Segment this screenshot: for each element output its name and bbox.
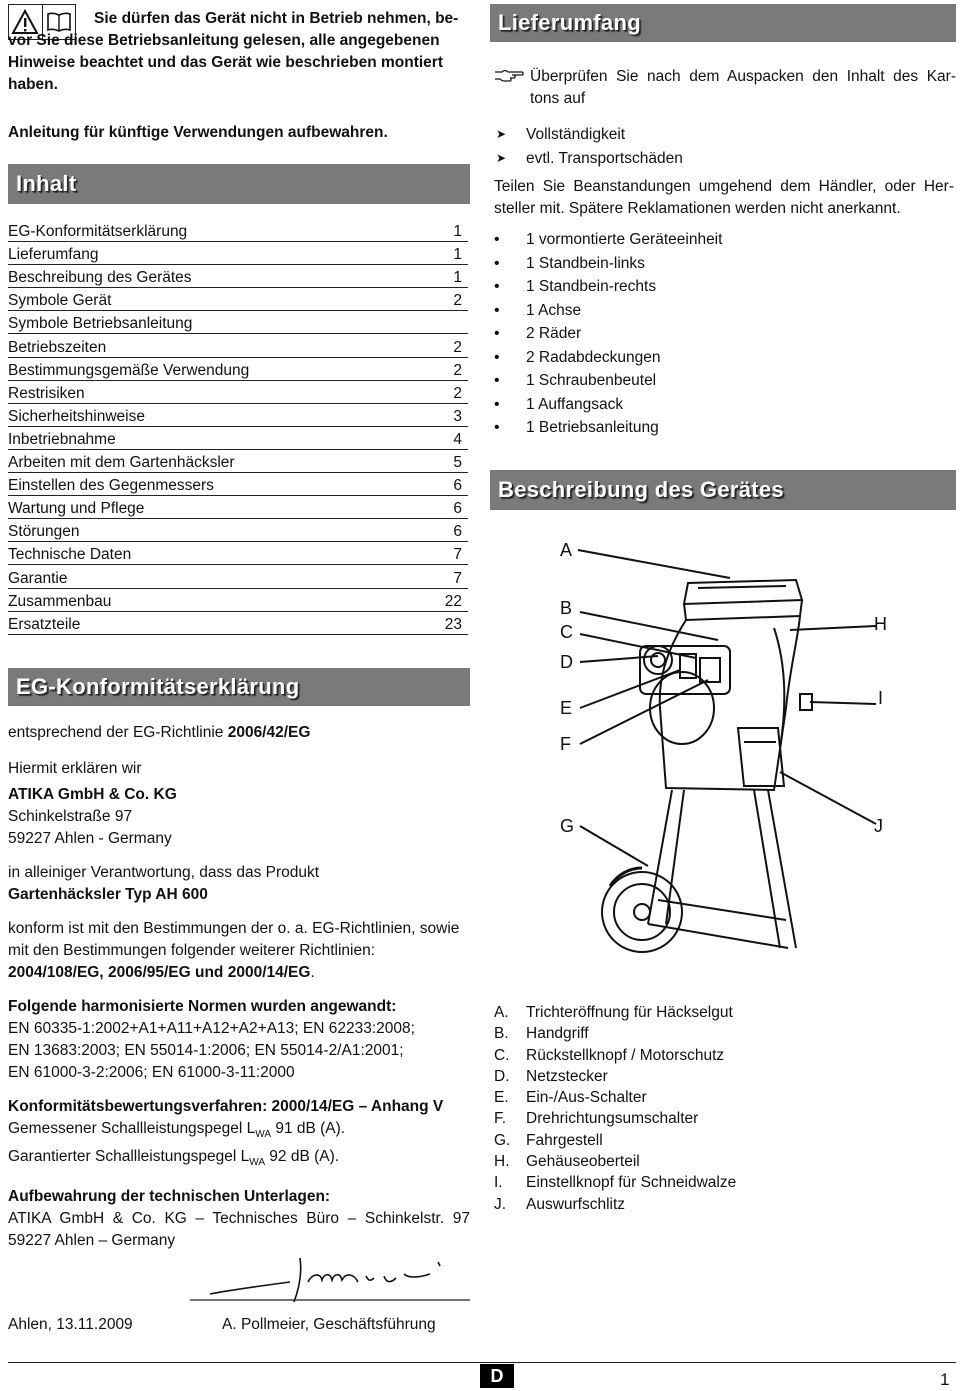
toc-row (8, 288, 468, 311)
list-item: • 1 Betriebsanleitung (494, 416, 934, 440)
toc-row (8, 519, 468, 542)
guaranteed-sub: WA (249, 1157, 265, 1169)
diagram-legend (494, 1002, 934, 1215)
company-street: Schinkelstraße 97 (8, 808, 133, 825)
list-item: • 1 Standbein-rechts (494, 275, 934, 299)
toc-row (8, 473, 468, 496)
legend-row (494, 1130, 934, 1151)
toc-label: Störungen (8, 523, 80, 541)
diagram-label-j: J (874, 816, 883, 836)
warning-text (8, 8, 470, 96)
toc-page: 6 (453, 523, 462, 541)
toc-page: 22 (444, 592, 462, 610)
conform-directives: 2004/108/EG, 2006/95/EG und 2000/14/EG (8, 964, 311, 981)
language-badge: D (480, 1364, 514, 1388)
toc-row (8, 311, 468, 334)
toc-page: 2 (453, 384, 462, 402)
toc-page: 2 (453, 361, 462, 379)
legend-row (494, 1108, 934, 1129)
legend-row (494, 1002, 934, 1023)
toc-row (8, 358, 468, 381)
product-name: Gartenhäcksler Typ AH 600 (8, 886, 208, 903)
toc-label: EG-Konformitätserklärung (8, 223, 188, 240)
list-item: • 1 Standbein-links (494, 252, 934, 276)
toc-row (8, 219, 468, 242)
toc-page: 2 (453, 338, 462, 356)
list-item: • 1 vormontierte Geräteeinheit (494, 228, 934, 252)
delivery-heading: Lieferumfang (490, 4, 956, 42)
legend-text: Fahrgestell (526, 1131, 603, 1149)
legend-row (494, 1023, 934, 1044)
toc-row (8, 242, 468, 265)
legend-key: C. (494, 1046, 510, 1064)
toc-page: 4 (453, 430, 462, 448)
legend-key: H. (494, 1153, 510, 1171)
warning-line-4: haben. (8, 76, 58, 93)
legend-text: Handgriff (526, 1025, 589, 1043)
conform-line-3 (8, 962, 478, 984)
toc-page: 5 (453, 454, 462, 471)
page-number: 1 (940, 1370, 950, 1389)
check-instruction (494, 66, 956, 110)
conformity-heading: EG-Konformitätserklärung (8, 668, 470, 706)
toc-row (8, 335, 468, 358)
legend-row (494, 1087, 934, 1108)
diagram-label-b: B (560, 598, 573, 618)
docs-line-2: 59227 Ahlen – Germany (8, 1232, 176, 1250)
conform-line-2: mit den Bestimmungen folgender weiterer Richtlinien: (8, 942, 376, 959)
delivery-check (494, 66, 956, 110)
toc-label: Beschreibung des Gerätes (8, 269, 192, 287)
toc-page: 7 (453, 546, 462, 564)
docs-line-1: ATIKA GmbH & Co. KG – Technisches Büro – Schinkelstr. 97 (8, 1210, 470, 1228)
toc-row (8, 450, 468, 473)
diagram-label-h: H (874, 614, 887, 634)
toc-page: 1 (453, 246, 462, 264)
measured-sub: WA (255, 1129, 272, 1141)
warning-line-3: Hinweise beachtet und das Gerät wie beschrieben montiert (8, 54, 443, 71)
check-list (494, 123, 934, 170)
diagram-label-c: C (560, 622, 573, 642)
place-date: Ahlen, 13.11.2009 (8, 1316, 133, 1333)
legend-row (494, 1172, 934, 1193)
toc-page: 6 (453, 500, 462, 518)
legend-row (494, 1066, 934, 1087)
diagram-label-f: F (560, 734, 571, 754)
toc-label: Technische Daten (8, 546, 132, 564)
signature (190, 1252, 470, 1312)
check-line-1: Überprüfen Sie nach dem Auspacken den Inhalt des Kar- (530, 68, 956, 85)
legend-text: Auswurfschlitz (526, 1195, 626, 1213)
machine-diagram (548, 528, 958, 968)
toc-label: Garantie (8, 569, 68, 587)
norms-line-2: EN 13683:2003; EN 55014-1:2006; EN 55014-2/A1:2001; (8, 1042, 404, 1059)
complaint-line-2: steller mit. Spätere Reklamationen werden nicht anerkannt. (494, 200, 901, 217)
legend-row (494, 1151, 934, 1172)
garden-shredder-drawing (548, 528, 958, 968)
toc-row (8, 381, 468, 404)
guaranteed-level (8, 1146, 478, 1174)
legend-key: A. (494, 1004, 509, 1021)
legend-text: Ein-/Aus-Schalter (526, 1089, 647, 1107)
diagram-label-e: E (560, 698, 573, 718)
toc-page: 3 (453, 407, 462, 425)
guaranteed-b: 92 dB (A). (265, 1148, 340, 1166)
measured-a: Gemessener Schallleistungspegel L (8, 1120, 256, 1137)
warning-line-1: Sie dürfen das Gerät nicht in Betrieb nehmen, be- (94, 10, 459, 27)
conform-line-1: konform ist mit den Bestimmungen der o. a. EG-Richtlinien, sowie (8, 920, 460, 937)
pointing-hand-icon (494, 68, 524, 91)
measured-level (8, 1118, 478, 1146)
toc-page: 2 (453, 292, 462, 310)
docs-heading: Aufbewahrung der technischen Unterlagen: (8, 1188, 331, 1206)
measured-b: 91 dB (A). (271, 1120, 346, 1137)
directive-number: 2006/42/EG (227, 724, 311, 741)
conformity-body (8, 722, 478, 1252)
responsibility-line: in alleiniger Verantwortung, dass das Produkt (8, 864, 320, 881)
keep-note: Anleitung für künftige Verwendungen aufbewahren. (8, 124, 388, 141)
complaint-text (494, 176, 954, 220)
toc-page: 7 (453, 569, 462, 587)
toc-label: Restrisiken (8, 384, 85, 402)
norms-line-3: EN 61000-3-2:2006; EN 61000-3-11:2000 (8, 1064, 295, 1081)
company-name: ATIKA GmbH & Co. KG (8, 786, 177, 803)
legend-key: I. (494, 1174, 503, 1192)
toc-label: Bestimmungsgemäße Verwendung (8, 361, 250, 379)
toc-row (8, 427, 468, 450)
toc-page: 23 (444, 615, 462, 633)
directive-prefix: entsprechend der EG-Richtlinie (8, 724, 228, 741)
toc-label: Sicherheitshinweise (8, 407, 145, 425)
legend-text: Einstellknopf für Schneidwalze (526, 1174, 737, 1192)
legend-key: B. (494, 1025, 509, 1043)
assessment-line: Konformitätsbewertungsverfahren: 2000/14/EG – Anhang V (8, 1098, 444, 1115)
diagram-label-i: I (878, 688, 884, 708)
list-item: ➤ Vollständigkeit (494, 123, 934, 147)
toc-label: Lieferumfang (8, 246, 99, 264)
list-item: ➤ evtl. Transportschäden (494, 147, 934, 171)
list-item: • 1 Auffangsack (494, 393, 934, 417)
signer-name: A. Pollmeier, Geschäftsführung (222, 1316, 436, 1333)
toc-label: Arbeiten mit dem Gartenhäcksler (8, 454, 235, 471)
toc-row (8, 542, 468, 565)
toc-row (8, 496, 468, 519)
toc-label: Wartung und Pflege (8, 500, 145, 518)
legend-row (494, 1194, 934, 1215)
warning-line-2: vor Sie diese Betriebsanleitung gelesen, alle angegebenen (8, 32, 440, 49)
toc-label: Betriebszeiten (8, 338, 107, 356)
legend-key: F. (494, 1110, 507, 1128)
toc-label: Zusammenbau (8, 592, 112, 610)
legend-key: J. (494, 1195, 507, 1213)
company-city: 59227 Ahlen - Germany (8, 830, 172, 847)
legend-key: E. (494, 1089, 509, 1107)
toc-row (8, 265, 468, 288)
toc-heading: Inhalt (8, 164, 470, 204)
delivery-items (494, 228, 934, 440)
check-line-2: tons auf (530, 90, 586, 107)
toc-label: Ersatzteile (8, 615, 81, 633)
toc-label: Symbole Betriebsanleitung (8, 315, 193, 333)
toc-label: Symbole Gerät (8, 292, 112, 310)
diagram-label-g: G (560, 816, 575, 836)
norms-line-1: EN 60335-1:2002+A1+A11+A12+A2+A13; EN 62233:2008; (8, 1020, 415, 1037)
toc-label: Einstellen des Gegenmessers (8, 477, 214, 495)
toc-label: Inbetriebnahme (8, 430, 116, 448)
legend-text: Rückstellknopf / Motorschutz (526, 1046, 725, 1064)
toc-page: 1 (453, 269, 462, 287)
legend-row (494, 1045, 934, 1066)
declare-line: Hiermit erklären wir (8, 760, 142, 777)
toc-row (8, 404, 468, 427)
list-item: • 2 Räder (494, 322, 934, 346)
legend-text: Netzstecker (526, 1067, 608, 1085)
list-item: • 2 Radabdeckungen (494, 346, 934, 370)
footer-rule (8, 1362, 956, 1363)
conform-period: . (310, 964, 315, 981)
complaint-line-1: Teilen Sie Beanstandungen umgehend dem Händler, oder Her- (494, 178, 954, 195)
norms-heading: Folgende harmonisierte Normen wurden angewandt: (8, 998, 397, 1015)
diagram-label-a: A (560, 540, 573, 560)
legend-text: Trichteröffnung für Häckselgut (526, 1004, 733, 1021)
description-heading: Beschreibung des Gerätes (490, 470, 956, 510)
toc-row (8, 612, 468, 635)
toc-page: 6 (453, 477, 462, 495)
toc-row (8, 566, 468, 589)
diagram-label-d: D (560, 652, 573, 672)
toc-row (8, 589, 468, 612)
directive-line (8, 722, 478, 744)
guaranteed-a: Garantierter Schallleistungspegel L (8, 1148, 250, 1166)
list-item: • 1 Achse (494, 299, 934, 323)
legend-key: D. (494, 1067, 510, 1085)
legend-text: Drehrichtungsumschalter (526, 1110, 699, 1128)
toc-page: 1 (453, 223, 462, 240)
list-item: • 1 Schraubenbeutel (494, 369, 934, 393)
legend-text: Gehäuseoberteil (526, 1153, 640, 1171)
legend-key: G. (494, 1131, 511, 1149)
